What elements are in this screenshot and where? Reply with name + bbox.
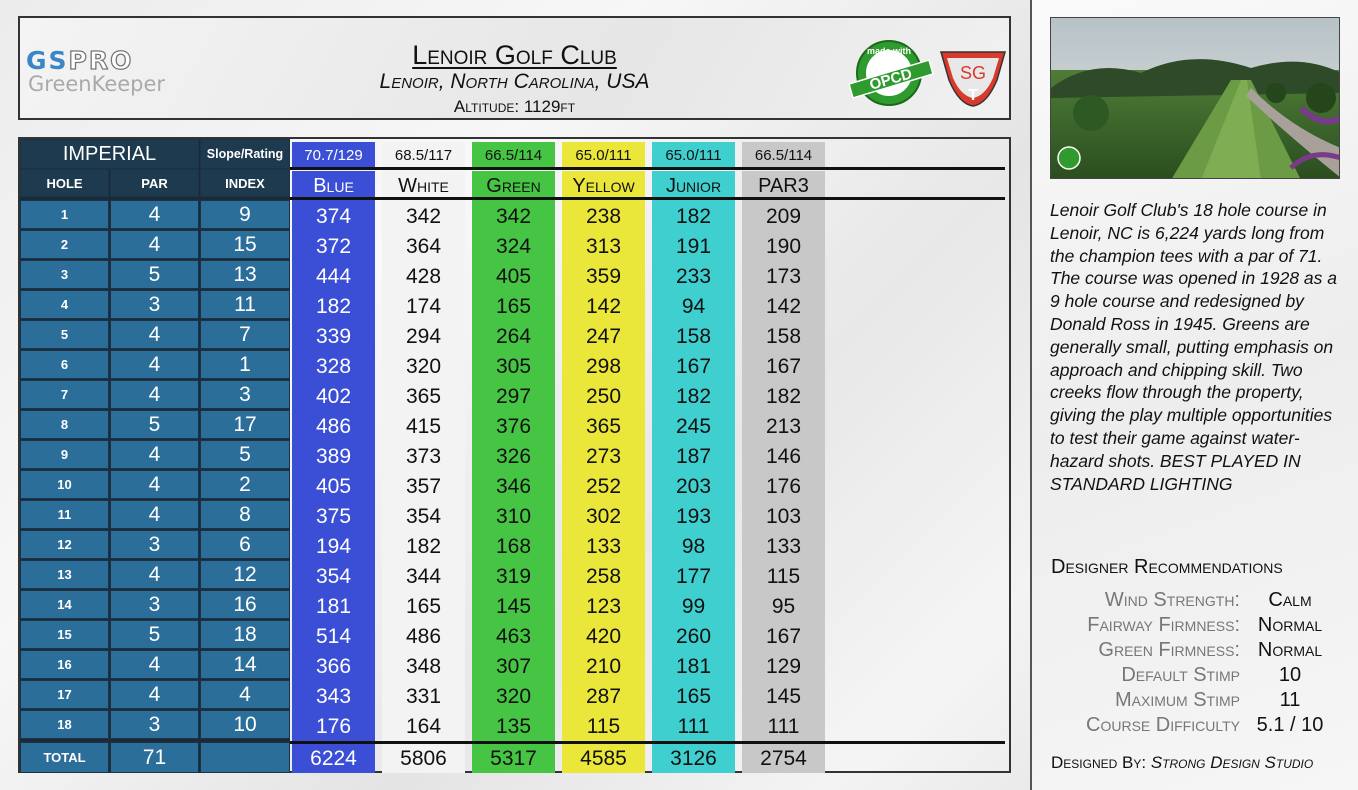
hole-yardage: 375 xyxy=(315,505,352,528)
hole-par-index-block xyxy=(20,139,290,773)
hole-par: 4 xyxy=(110,350,199,379)
hole-yardage: 176 xyxy=(765,475,802,498)
hole-yardage: 133 xyxy=(585,535,622,558)
hole-yardage: 365 xyxy=(405,385,442,408)
hole-yardage: 372 xyxy=(315,235,352,258)
tee-name: Yellow xyxy=(572,174,635,197)
hole-yardage: 252 xyxy=(585,475,622,498)
hole-index: 4 xyxy=(200,680,290,709)
hole-index: 14 xyxy=(200,650,290,679)
recommendation-value: 5.1 / 10 xyxy=(1256,714,1324,736)
hole-number: 10 xyxy=(20,470,109,499)
course-location: Lenoir, North Carolina, USA xyxy=(379,70,650,93)
hole-yardage: 357 xyxy=(405,475,442,498)
hole-yardage: 486 xyxy=(405,625,442,648)
hole-yardage: 339 xyxy=(315,325,352,348)
hole-par: 5 xyxy=(110,620,199,649)
hole-yardage: 342 xyxy=(405,205,442,228)
tee-total-yardage: 5806 xyxy=(400,746,447,770)
tee-rating: 70.7/129 xyxy=(292,142,375,168)
hole-yardage: 354 xyxy=(405,505,442,528)
hole-yardage: 258 xyxy=(585,565,622,588)
divider-line-header xyxy=(290,197,1005,200)
hole-yardage: 129 xyxy=(765,655,802,678)
hole-yardage: 428 xyxy=(405,265,442,288)
hole-yardage: 115 xyxy=(766,565,801,588)
hole-par: 4 xyxy=(110,680,199,709)
hole-yardage: 142 xyxy=(585,295,622,318)
recommendation-value: 10 xyxy=(1278,664,1302,686)
hole-yardage: 342 xyxy=(495,205,532,228)
hole-yardage: 320 xyxy=(405,355,442,378)
tee-column-white xyxy=(382,171,465,773)
hole-yardage: 364 xyxy=(405,235,442,258)
hole-par: 4 xyxy=(110,470,199,499)
hole-yardage: 103 xyxy=(765,505,802,528)
hole-index: 2 xyxy=(200,470,290,499)
hole-yardage: 135 xyxy=(495,715,532,738)
altitude-value: 1129 xyxy=(523,97,561,116)
hole-yardage: 250 xyxy=(585,385,622,408)
hole-yardage: 366 xyxy=(315,655,352,678)
hole-number: 5 xyxy=(20,320,109,349)
hole-yardage: 145 xyxy=(495,595,532,618)
tee-total-yardage: 2754 xyxy=(760,746,807,770)
hole-number: 1 xyxy=(20,200,109,229)
hole-yardage: 305 xyxy=(495,355,532,378)
recommendation-row xyxy=(1032,614,1358,639)
hole-yardage: 210 xyxy=(585,655,622,678)
hole-number: 15 xyxy=(20,620,109,649)
hole-yardage: 354 xyxy=(315,565,352,588)
hole-yardage: 307 xyxy=(495,655,532,678)
hole-number: 17 xyxy=(20,680,109,709)
hole-yardage: 486 xyxy=(315,415,352,438)
hole-yardage: 173 xyxy=(765,265,802,288)
hole-par: 4 xyxy=(110,560,199,589)
hole-header: HOLE xyxy=(20,169,109,197)
hole-yardage: 165 xyxy=(405,595,442,618)
course-description: Lenoir Golf Club's 18 hole course in Lenoir, NC is 6,224 yards long from the champion tees with a par of 71. The course was opened in 1928 as a 9 hole course and redesigned by Donald Ross in 1945. Greens are generally small, putting emphasis on approach and chipping skill. Two creeks flow through the property, giving the play multiple opportunities to test their game against water-hazard shots. BEST PLAYED IN STANDARD LIGHTING xyxy=(1050,200,1337,494)
index-header: INDEX xyxy=(200,169,290,197)
hole-yardage: 463 xyxy=(495,625,532,648)
hole-index: 9 xyxy=(200,200,290,229)
hole-yardage: 319 xyxy=(495,565,532,588)
course-preview-image xyxy=(1050,17,1340,179)
hole-yardage: 324 xyxy=(495,235,532,258)
hole-yardage: 264 xyxy=(495,325,532,348)
hole-yardage: 190 xyxy=(765,235,802,258)
hole-yardage: 115 xyxy=(586,715,621,738)
hole-yardage: 94 xyxy=(681,295,706,318)
course-header xyxy=(18,16,1011,120)
hole-yardage: 260 xyxy=(675,625,712,648)
hole-number: 9 xyxy=(20,440,109,469)
hole-yardage: 174 xyxy=(405,295,442,318)
designer-recommendations-heading: Designer Recommendations xyxy=(1051,556,1283,578)
hole-par: 4 xyxy=(110,320,199,349)
hole-yardage: 95 xyxy=(771,595,796,618)
tee-name: PAR3 xyxy=(758,174,809,197)
hole-yardage: 245 xyxy=(675,415,712,438)
hole-yardage: 111 xyxy=(767,715,800,738)
hole-yardage: 165 xyxy=(495,295,532,318)
hole-yardage: 146 xyxy=(765,445,802,468)
recommendation-value: 11 xyxy=(1279,689,1301,711)
divider-line-top xyxy=(290,167,1005,170)
total-label: TOTAL xyxy=(20,742,109,773)
logo-gs-text: GS xyxy=(26,46,69,75)
hole-yardage: 405 xyxy=(315,475,352,498)
hole-number: 7 xyxy=(20,380,109,409)
tee-rating: 65.0/111 xyxy=(652,142,735,168)
hole-number: 14 xyxy=(20,590,109,619)
hole-par: 3 xyxy=(110,590,199,619)
hole-number: 11 xyxy=(20,500,109,529)
designed-by xyxy=(1051,753,1313,773)
hole-index: 16 xyxy=(200,590,290,619)
hole-yardage: 176 xyxy=(315,715,352,738)
hole-number: 12 xyxy=(20,530,109,559)
hole-yardage: 194 xyxy=(315,535,352,558)
hole-number: 18 xyxy=(20,710,109,739)
hole-yardage: 167 xyxy=(765,355,802,378)
hole-yardage: 164 xyxy=(405,715,442,738)
hole-yardage: 273 xyxy=(585,445,622,468)
sgt-text-top: SG xyxy=(959,63,987,83)
hole-yardage: 376 xyxy=(495,415,532,438)
hole-index: 12 xyxy=(200,560,290,589)
hole-par: 3 xyxy=(110,710,199,739)
designed-by-label: Designed By: xyxy=(1051,753,1147,772)
tee-column-par3 xyxy=(742,171,825,773)
hole-yardage: 158 xyxy=(765,325,802,348)
hole-number: 8 xyxy=(20,410,109,439)
hole-par: 5 xyxy=(110,260,199,289)
hole-yardage: 213 xyxy=(765,415,802,438)
recommendation-value: Normal xyxy=(1257,614,1323,636)
hole-yardage: 238 xyxy=(585,205,622,228)
hole-yardage: 98 xyxy=(681,535,706,558)
hole-yardage: 348 xyxy=(405,655,442,678)
tee-total-yardage: 3126 xyxy=(670,746,717,770)
logo-greenkeeper-text: GreenKeeper xyxy=(28,72,166,96)
hole-index: 17 xyxy=(200,410,290,439)
tee-total-yardage: 5317 xyxy=(490,746,537,770)
hole-yardage: 326 xyxy=(495,445,532,468)
hole-index: 7 xyxy=(200,320,290,349)
hole-par: 4 xyxy=(110,200,199,229)
hole-yardage: 346 xyxy=(495,475,532,498)
hole-yardage: 359 xyxy=(585,265,622,288)
hole-yardage: 514 xyxy=(315,625,352,648)
hole-yardage: 209 xyxy=(765,205,802,228)
recommendation-label: Default Stimp xyxy=(1121,664,1240,686)
scorecard-table xyxy=(18,137,1011,773)
tee-name: Blue xyxy=(313,174,354,197)
hole-yardage: 181 xyxy=(675,655,712,678)
hole-yardage: 182 xyxy=(675,205,712,228)
hole-index: 18 xyxy=(200,620,290,649)
hole-index: 1 xyxy=(200,350,290,379)
sgt-logo-icon xyxy=(937,46,1009,108)
hole-yardage: 167 xyxy=(765,625,802,648)
tee-name: Junior xyxy=(665,174,722,197)
hole-number: 3 xyxy=(20,260,109,289)
course-info-panel xyxy=(1030,0,1358,790)
opcd-text: OPCD xyxy=(867,65,915,94)
hole-yardage: 405 xyxy=(495,265,532,288)
opcd-logo-icon xyxy=(845,38,937,106)
tee-total-yardage: 4585 xyxy=(580,746,627,770)
recommendation-label: Green Firmness: xyxy=(1098,639,1240,661)
hole-yardage: 177 xyxy=(675,565,712,588)
tee-rating: 68.5/117 xyxy=(382,142,465,168)
hole-yardage: 187 xyxy=(675,445,712,468)
tee-column-junior xyxy=(652,171,735,773)
sgt-text-bottom: T xyxy=(968,87,978,104)
recommendation-value: Calm xyxy=(1268,589,1312,611)
hole-yardage: 158 xyxy=(675,325,712,348)
hole-yardage: 233 xyxy=(675,265,712,288)
hole-yardage: 415 xyxy=(405,415,442,438)
hole-yardage: 145 xyxy=(765,685,802,708)
hole-yardage: 182 xyxy=(765,385,802,408)
hole-yardage: 365 xyxy=(585,415,622,438)
recommendation-value: Normal xyxy=(1257,639,1323,661)
hole-yardage: 142 xyxy=(765,295,802,318)
par-header: PAR xyxy=(110,169,199,197)
divider-line-total xyxy=(290,741,1005,744)
altitude-unit: ft xyxy=(560,97,576,116)
hole-yardage: 313 xyxy=(585,235,622,258)
hole-yardage: 402 xyxy=(315,385,352,408)
hole-yardage: 444 xyxy=(315,265,352,288)
hole-index: 3 xyxy=(200,380,290,409)
hole-par: 4 xyxy=(110,230,199,259)
hole-yardage: 193 xyxy=(675,505,712,528)
hole-number: 16 xyxy=(20,650,109,679)
hole-yardage: 331 xyxy=(405,685,442,708)
hole-yardage: 302 xyxy=(585,505,622,528)
hole-yardage: 182 xyxy=(675,385,712,408)
recommendation-label: Course Difficulty xyxy=(1086,714,1240,736)
hole-yardage: 203 xyxy=(675,475,712,498)
recommendation-row xyxy=(1032,689,1358,714)
hole-index: 15 xyxy=(200,230,290,259)
recommendation-row xyxy=(1032,664,1358,689)
tee-rating: 66.5/114 xyxy=(742,142,825,168)
hole-par: 4 xyxy=(110,440,199,469)
imperial-label: IMPERIAL xyxy=(20,139,199,169)
total-index-empty xyxy=(200,742,290,773)
hole-par: 4 xyxy=(110,650,199,679)
hole-yardage: 167 xyxy=(675,355,712,378)
hole-index: 13 xyxy=(200,260,290,289)
altitude-label: Altitude: xyxy=(453,97,520,116)
hole-yardage: 133 xyxy=(765,535,802,558)
hole-number: 2 xyxy=(20,230,109,259)
tee-rating: 66.5/114 xyxy=(472,142,555,168)
hole-number: 6 xyxy=(20,350,109,379)
hole-index: 5 xyxy=(200,440,290,469)
hole-par: 4 xyxy=(110,380,199,409)
hole-yardage: 298 xyxy=(585,355,622,378)
slope-rating-label: Slope/Rating xyxy=(200,139,290,169)
tee-name: Green xyxy=(486,174,541,197)
hole-yardage: 420 xyxy=(585,625,622,648)
hole-yardage: 247 xyxy=(585,325,622,348)
hole-yardage: 165 xyxy=(675,685,712,708)
tee-column-yellow xyxy=(562,171,645,773)
hole-yardage: 191 xyxy=(675,235,712,258)
recommendation-row xyxy=(1032,639,1358,664)
course-landscape-icon xyxy=(1051,18,1340,179)
recommendation-label: Fairway Firmness: xyxy=(1087,614,1240,636)
hole-par: 3 xyxy=(110,530,199,559)
hole-index: 10 xyxy=(200,710,290,739)
recommendation-row xyxy=(1032,714,1358,739)
hole-yardage: 123 xyxy=(585,595,622,618)
tee-total-yardage: 6224 xyxy=(310,746,357,770)
hole-yardage: 344 xyxy=(405,565,442,588)
hole-yardage: 294 xyxy=(405,325,442,348)
hole-number: 4 xyxy=(20,290,109,319)
hole-index: 11 xyxy=(200,290,290,319)
hole-yardage: 343 xyxy=(315,685,352,708)
hole-yardage: 182 xyxy=(315,295,352,318)
opcd-top-text: made with xyxy=(866,46,912,56)
hole-yardage: 374 xyxy=(315,205,352,228)
hole-par: 3 xyxy=(110,290,199,319)
hole-yardage: 320 xyxy=(495,685,532,708)
recommendation-label: Maximum Stimp xyxy=(1115,689,1240,711)
course-title: Lenoir Golf Club xyxy=(412,40,617,70)
tee-rating: 65.0/111 xyxy=(562,142,645,168)
hole-yardage: 181 xyxy=(315,595,352,618)
hole-par: 4 xyxy=(110,500,199,529)
tee-column-blue xyxy=(292,171,375,773)
recommendation-label: Wind Strength: xyxy=(1104,589,1240,611)
hole-index: 6 xyxy=(200,530,290,559)
hole-index: 8 xyxy=(200,500,290,529)
tee-column-green xyxy=(472,171,555,773)
hole-yardage: 182 xyxy=(405,535,442,558)
recommendation-row xyxy=(1032,589,1358,614)
hole-number: 13 xyxy=(20,560,109,589)
hole-yardage: 111 xyxy=(677,715,710,738)
hole-yardage: 297 xyxy=(495,385,532,408)
total-par: 71 xyxy=(110,742,199,773)
designed-by-studio: Strong Design Studio xyxy=(1150,753,1314,772)
hole-yardage: 287 xyxy=(585,685,622,708)
tee-name: White xyxy=(398,174,449,197)
hole-yardage: 389 xyxy=(315,445,352,468)
hole-yardage: 99 xyxy=(681,595,706,618)
hole-yardage: 310 xyxy=(495,505,532,528)
logo-pro-text: PRO xyxy=(68,46,134,75)
hole-yardage: 373 xyxy=(405,445,442,468)
hole-yardage: 168 xyxy=(495,535,532,558)
hole-yardage: 328 xyxy=(315,355,352,378)
hole-par: 5 xyxy=(110,410,199,439)
